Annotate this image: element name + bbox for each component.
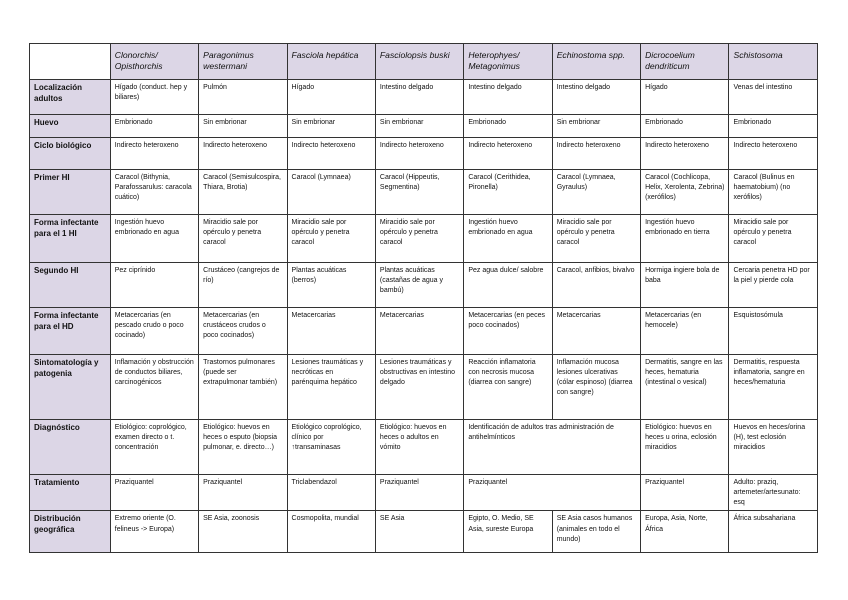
header-row (30, 44, 818, 80)
table-cell: Triclabendazol (287, 475, 375, 511)
table-cell: Crustáceo (cangrejos de río) (199, 263, 287, 308)
row-label: Sintomatología y patogenia (30, 355, 111, 420)
table-cell: Metacercarias (en hemocele) (641, 308, 729, 355)
table-cell: Ingestión huevo embrionado en tierra (641, 215, 729, 263)
table-cell: Caracol (Cerithidea, Pironella) (464, 170, 552, 215)
row-label: Diagnóstico (30, 420, 111, 475)
table-cell: Cosmopolita, mundial (287, 511, 375, 553)
table-cell: Indirecto heteroxeno (375, 138, 463, 170)
table-cell: Lesiones traumáticas y necróticas en parénquima hepático (287, 355, 375, 420)
table-cell: Metacercarias (552, 308, 640, 355)
table-cell: Embrionado (641, 115, 729, 138)
header-cell: Paragonimus westermani (199, 44, 287, 80)
table-cell: Indirecto heteroxeno (641, 138, 729, 170)
table-cell: Etiológico coprológico, clínico por ↑transaminasas (287, 420, 375, 475)
table-cell: Embrionado (110, 115, 198, 138)
table-cell: Trastornos pulmonares (puede ser extrapulmonar también) (199, 355, 287, 420)
table-cell: Dermatitis, sangre en las heces, hematuria (intestinal o vesical) (641, 355, 729, 420)
table-cell: Caracol (Lymnaea) (287, 170, 375, 215)
table-cell: Miracidio sale por opérculo y penetra caracol (729, 215, 818, 263)
corner-cell (30, 44, 111, 80)
table-cell: Intestino delgado (464, 80, 552, 115)
table-row (30, 355, 818, 420)
table-cell: Pez ciprínido (110, 263, 198, 308)
table-cell: Lesiones traumáticas y obstructivas en intestino delgado (375, 355, 463, 420)
table-cell: Praziquantel (199, 475, 287, 511)
table-cell: Indirecto heteroxeno (110, 138, 198, 170)
table-cell: Pulmón (199, 80, 287, 115)
table-cell: Embrionado (464, 115, 552, 138)
table-cell: Intestino delgado (375, 80, 463, 115)
table-cell: Caracol (Cochlicopa, Helix, Xerolenta, Zebrina) (xerófilos) (641, 170, 729, 215)
table-cell: Hígado (conduct. hep y biliares) (110, 80, 198, 115)
table-cell: Etiológico: coprológico, examen directo o t. concentración (110, 420, 198, 475)
table-cell: Indirecto heteroxeno (287, 138, 375, 170)
table-cell: Europa, Asia, Norte, África (641, 511, 729, 553)
header-cell: Fasciolopsis buski (375, 44, 463, 80)
table-cell: Plantas acuáticas (castañas de agua y bambú) (375, 263, 463, 308)
table-cell: Pez agua dulce/ salobre (464, 263, 552, 308)
table-cell: Ingestión huevo embrionado en agua (110, 215, 198, 263)
table-cell: Sin embrionar (287, 115, 375, 138)
table-cell: Praziquantel (110, 475, 198, 511)
table-cell: Caracol (Lymnaea, Gyraulus) (552, 170, 640, 215)
table-cell: Sin embrionar (552, 115, 640, 138)
table-cell: Caracol (Hippeutis, Segmentina) (375, 170, 463, 215)
row-label: Localización adultos (30, 80, 111, 115)
table-cell: SE Asia, zoonosis (199, 511, 287, 553)
table-cell: Etiológico: huevos en heces o adultos en vómito (375, 420, 463, 475)
table-cell: Dermatitis, respuesta inflamatoria, sangre en heces/hematuria (729, 355, 818, 420)
table-cell: Adulto: praziq, artemeter/artesunato: esq (729, 475, 818, 511)
table-row (30, 308, 818, 355)
table-row (30, 138, 818, 170)
row-label: Distribución geográfica (30, 511, 111, 553)
table-cell: Caracol (Bulinus en haematobium) (no xerófilos) (729, 170, 818, 215)
table-cell: Embrionado (729, 115, 818, 138)
table-cell: SE Asia casos humanos (animales en todo el mundo) (552, 511, 640, 553)
table-cell: Caracol, anfibios, bivalvo (552, 263, 640, 308)
table-row (30, 511, 818, 553)
table-row (30, 263, 818, 308)
table-cell: Intestino delgado (552, 80, 640, 115)
table-cell: Praziquantel (641, 475, 729, 511)
header-cell: Heterophyes/ Metagonimus (464, 44, 552, 80)
table-cell: Esquistosómula (729, 308, 818, 355)
table-row (30, 80, 818, 115)
header-cell: Dicrocoelium dendriticum (641, 44, 729, 80)
table-cell: Hormiga ingiere bola de baba (641, 263, 729, 308)
table-cell: Inflamación y obstrucción de conductos biliares, carcinogénicos (110, 355, 198, 420)
table-cell: Metacercarias (en crustáceos crudos o poco cocinados) (199, 308, 287, 355)
table-cell: Miracidio sale por opérculo y penetra caracol (375, 215, 463, 263)
table-cell: Praziquantel (464, 475, 641, 511)
table-cell: Cercaria penetra HD por la piel y pierde cola (729, 263, 818, 308)
table-row (30, 215, 818, 263)
table-cell: Indirecto heteroxeno (464, 138, 552, 170)
header-cell: Schistosoma (729, 44, 818, 80)
table-cell: Plantas acuáticas (berros) (287, 263, 375, 308)
table-cell: Huevos en heces/orina (H), test eclosión miracidios (729, 420, 818, 475)
table-cell: Hígado (641, 80, 729, 115)
table-cell: Inflamación mucosa lesiones ulcerativas (cólar espinoso) (diarrea con sangre) (552, 355, 640, 420)
table-cell: Egipto, O. Medio, SE Asia, sureste Europa (464, 511, 552, 553)
table-cell: Miracidio sale por opérculo y penetra caracol (287, 215, 375, 263)
table-cell: Sin embrionar (375, 115, 463, 138)
table-cell: Etiológico: huevos en heces u orina, eclosión miracidios (641, 420, 729, 475)
table-cell: Metacercarias (en peces poco cocinados) (464, 308, 552, 355)
parasite-comparison-table (29, 43, 818, 553)
table-cell: Miracidio sale por opérculo y penetra caracol (552, 215, 640, 263)
table-cell: Ingestión huevo embrionado en agua (464, 215, 552, 263)
table-cell: Identificación de adultos tras administración de antihelmínticos (464, 420, 641, 475)
header-cell: Echinostoma spp. (552, 44, 640, 80)
row-label: Primer HI (30, 170, 111, 215)
table-cell: Indirecto heteroxeno (552, 138, 640, 170)
table-cell: Praziquantel (375, 475, 463, 511)
table-cell: SE Asia (375, 511, 463, 553)
table-cell: Reacción inflamatoria con necrosis mucosa (diarrea con sangre) (464, 355, 552, 420)
table-cell: Metacercarias (en pescado crudo o poco cocinado) (110, 308, 198, 355)
table-cell: Metacercarias (375, 308, 463, 355)
table-cell: África subsahariana (729, 511, 818, 553)
row-label: Ciclo biológico (30, 138, 111, 170)
table-cell: Caracol (Bithynia, Parafossarulus: caracola cuático) (110, 170, 198, 215)
row-label: Forma infectante para el 1 HI (30, 215, 111, 263)
table-row (30, 475, 818, 511)
header-cell: Clonorchis/ Opisthorchis (110, 44, 198, 80)
row-label: Huevo (30, 115, 111, 138)
table-cell: Extremo oriente (O. felineus -> Europa) (110, 511, 198, 553)
row-label: Segundo HI (30, 263, 111, 308)
table-row (30, 170, 818, 215)
table-cell: Etiológico: huevos en heces o esputo (biopsia pulmonar, e. directo…) (199, 420, 287, 475)
header-cell: Fasciola hepática (287, 44, 375, 80)
table-cell: Indirecto heteroxeno (729, 138, 818, 170)
table-cell: Indirecto heteroxeno (199, 138, 287, 170)
row-label: Forma infectante para el HD (30, 308, 111, 355)
table-cell: Caracol (Semisulcospira, Thiara, Brotia) (199, 170, 287, 215)
table-row (30, 115, 818, 138)
row-label: Tratamiento (30, 475, 111, 511)
table-cell: Sin embrionar (199, 115, 287, 138)
table-cell: Miracidio sale por opérculo y penetra caracol (199, 215, 287, 263)
table-cell: Venas del intestino (729, 80, 818, 115)
table-row (30, 420, 818, 475)
table-cell: Hígado (287, 80, 375, 115)
table-cell: Metacercarias (287, 308, 375, 355)
